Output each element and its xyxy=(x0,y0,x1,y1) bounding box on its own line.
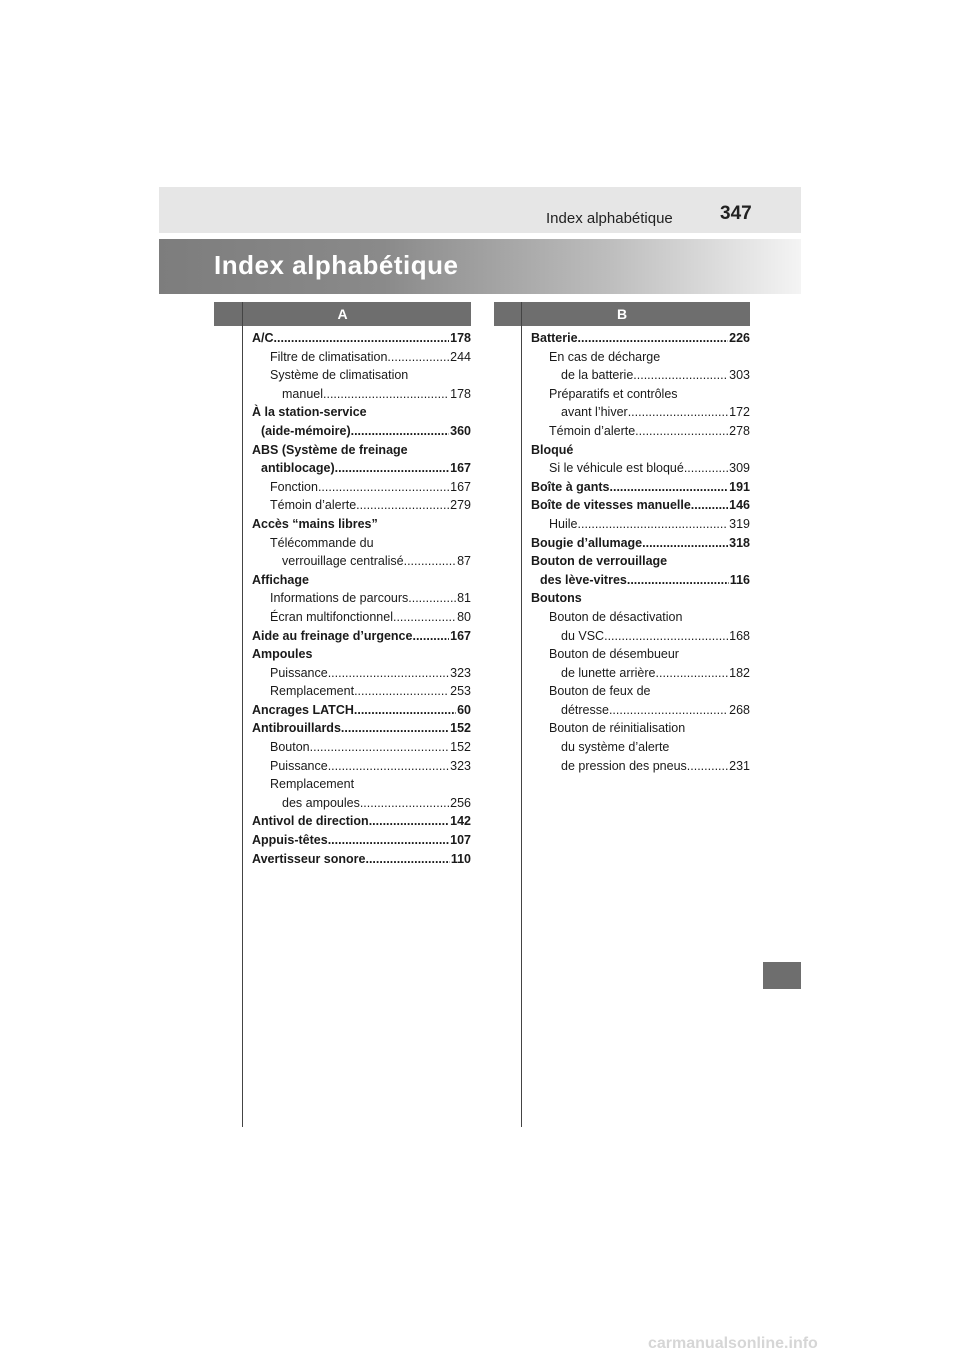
index-entry xyxy=(531,496,750,515)
index-entry xyxy=(531,627,750,646)
index-column-b xyxy=(531,329,750,775)
index-entry-leader xyxy=(633,366,728,385)
index-entry-leader xyxy=(387,348,449,367)
index-entry-text: Filtre de climatisation xyxy=(270,349,388,364)
index-entry-text: du VSC xyxy=(561,628,605,643)
index-entry-text: des lève-vitres xyxy=(540,572,627,587)
watermark: carmanualsonline.info xyxy=(648,1335,818,1352)
index-entry-text: En cas de décharge xyxy=(549,349,661,364)
index-entry xyxy=(531,403,750,422)
index-entry-text: Antivol de direction xyxy=(252,814,369,829)
index-entry-text: Si le véhicule est bloqué xyxy=(549,461,684,476)
index-entry-page: 279 xyxy=(450,498,471,513)
index-entry-text: Remplacement xyxy=(270,777,355,792)
index-entry-leader xyxy=(365,850,449,869)
index-entry-text: Système de climatisation xyxy=(270,368,409,383)
index-entry xyxy=(531,664,750,683)
index-entry xyxy=(531,515,750,534)
index-entry xyxy=(531,757,750,776)
index-entry xyxy=(531,645,750,664)
index-entry-leader xyxy=(408,589,456,608)
index-entry xyxy=(252,571,471,590)
index-entry xyxy=(252,719,471,738)
index-entry-leader xyxy=(404,552,457,571)
index-entry-text: Bouton de réinitialisation xyxy=(549,721,686,736)
index-entry xyxy=(531,348,750,367)
index-entry-leader xyxy=(328,757,449,776)
index-entry-text: Huile xyxy=(549,516,578,531)
index-entry-page: 256 xyxy=(450,795,471,810)
index-entry-leader xyxy=(684,459,728,478)
index-entry-page: 107 xyxy=(450,833,471,848)
index-entry xyxy=(531,608,750,627)
index-entry-text: de pression des pneus xyxy=(561,758,687,773)
index-entry-text: Informations de parcours xyxy=(270,591,409,606)
index-entry-leader xyxy=(578,329,729,348)
index-entry-text: Témoin d’alerte xyxy=(270,498,357,513)
column-divider-b xyxy=(521,302,522,1127)
index-entry xyxy=(531,589,750,608)
index-column-a xyxy=(252,329,471,868)
index-entry-text: Ancrages LATCH xyxy=(252,702,354,717)
index-entry-text: Bloqué xyxy=(531,442,574,457)
index-entry-leader xyxy=(627,571,729,590)
index-entry-text: détresse xyxy=(561,702,609,717)
index-entry-leader xyxy=(687,757,728,776)
index-entry-text: Boîte de vitesses manuelle xyxy=(531,498,691,513)
index-entry xyxy=(252,682,471,701)
index-entry-page: 80 xyxy=(457,609,471,624)
index-entry xyxy=(531,385,750,404)
index-entry-page: 178 xyxy=(450,331,471,345)
index-entry-leader xyxy=(274,329,450,348)
index-entry xyxy=(252,441,471,460)
index-entry-text: A/C xyxy=(252,331,274,345)
column-header-a: A xyxy=(214,302,471,326)
index-entry-text: Puissance xyxy=(270,758,328,773)
index-entry-text: (aide-mémoire) xyxy=(261,423,351,438)
index-entry xyxy=(252,757,471,776)
index-entry-text: antiblocage) xyxy=(261,461,335,476)
index-entry-text: Accès “mains libres” xyxy=(252,516,378,531)
index-entry-text: Avertisseur sonore xyxy=(252,851,366,866)
index-entry-page: 167 xyxy=(450,479,471,494)
index-entry-page: 253 xyxy=(450,684,471,699)
index-entry-leader xyxy=(412,627,449,646)
index-entry-text: Batterie xyxy=(531,331,578,345)
page-title: Index alphabétique xyxy=(214,250,459,280)
index-entry xyxy=(252,422,471,441)
index-entry-page: 318 xyxy=(729,535,750,550)
index-entry-leader xyxy=(318,478,449,497)
index-entry-text: Écran multifonctionnel xyxy=(270,609,393,624)
index-entry-page: 178 xyxy=(450,386,471,401)
index-entry-page: 244 xyxy=(450,349,471,364)
index-entry-text: Aide au freinage d’urgence xyxy=(252,628,413,643)
index-entry xyxy=(252,496,471,515)
index-entry-text: Télécommande du xyxy=(270,535,374,550)
index-entry-leader xyxy=(354,701,456,720)
index-entry-page: 146 xyxy=(729,498,750,513)
index-entry xyxy=(252,738,471,757)
index-entry-page: 87 xyxy=(457,554,471,569)
index-entry-leader xyxy=(393,608,456,627)
index-entry xyxy=(531,571,750,590)
index-entry-page: 278 xyxy=(729,423,750,438)
index-entry xyxy=(531,441,750,460)
index-entry-leader xyxy=(656,664,729,683)
index-entry xyxy=(252,627,471,646)
index-entry-text: Remplacement xyxy=(270,684,355,699)
index-entry-text: Boîte à gants xyxy=(531,479,610,494)
index-entry-text: ABS (Système de freinage xyxy=(252,442,408,457)
thumb-index-tab xyxy=(763,962,801,989)
index-entry-page: 360 xyxy=(450,423,471,438)
index-entry xyxy=(531,422,750,441)
index-entry-page: 152 xyxy=(450,740,471,755)
index-entry-text: Témoin d’alerte xyxy=(549,423,636,438)
column-divider-a xyxy=(242,302,243,1127)
page-header-bar xyxy=(159,187,801,233)
index-entry xyxy=(252,794,471,813)
index-entry-page: 152 xyxy=(450,721,471,736)
page-number: 347 xyxy=(720,203,752,224)
index-entry-leader xyxy=(691,496,728,515)
index-entry-leader xyxy=(628,403,728,422)
index-entry-text: Bougie d’allumage xyxy=(531,535,643,550)
index-entry xyxy=(252,831,471,850)
index-entry xyxy=(252,403,471,422)
column-header-b: B xyxy=(494,302,750,326)
index-entry-text: de la batterie xyxy=(561,368,634,383)
index-entry-leader xyxy=(610,478,729,497)
index-entry xyxy=(531,701,750,720)
index-entry-page: 168 xyxy=(729,628,750,643)
index-entry-text: Fonction xyxy=(270,479,318,494)
index-entry-text: Boutons xyxy=(531,591,582,606)
index-entry xyxy=(252,608,471,627)
index-entry-text: manuel xyxy=(282,386,323,401)
index-entry-leader xyxy=(328,664,449,683)
index-entry-leader xyxy=(635,422,728,441)
index-entry-text: Préparatifs et contrôles xyxy=(549,386,678,401)
index-entry-leader xyxy=(341,719,449,738)
index-entry xyxy=(252,478,471,497)
index-entry xyxy=(531,329,750,348)
index-entry xyxy=(252,459,471,478)
index-entry-leader xyxy=(369,812,449,831)
index-entry-page: 231 xyxy=(729,758,750,773)
index-entry-text: Puissance xyxy=(270,665,328,680)
index-entry-page: 309 xyxy=(729,461,750,476)
index-entry xyxy=(252,534,471,553)
index-entry xyxy=(252,645,471,664)
index-entry-page: 110 xyxy=(450,851,471,866)
index-entry-page: 226 xyxy=(729,331,750,345)
index-entry-page: 81 xyxy=(457,591,471,606)
index-entry-text: des ampoules xyxy=(282,795,360,810)
index-entry-text: verrouillage centralisé xyxy=(282,554,404,569)
index-entry xyxy=(531,719,750,738)
index-entry xyxy=(252,348,471,367)
index-entry-text: Bouton xyxy=(270,740,310,755)
index-entry-text: Bouton de verrouillage xyxy=(531,554,668,569)
index-entry xyxy=(531,366,750,385)
index-entry-leader xyxy=(354,682,449,701)
index-entry xyxy=(252,664,471,683)
index-entry-leader xyxy=(335,459,450,478)
index-entry-page: 323 xyxy=(450,758,471,773)
index-entry-page: 116 xyxy=(729,572,750,587)
index-entry xyxy=(531,459,750,478)
index-entry xyxy=(531,534,750,553)
index-entry-page: 323 xyxy=(450,665,471,680)
index-entry-page: 167 xyxy=(450,461,471,476)
index-entry-leader xyxy=(323,385,449,404)
index-entry-text: Bouton de feux de xyxy=(549,684,651,699)
index-entry-leader xyxy=(609,701,728,720)
index-entry-text: Ampoules xyxy=(252,647,313,662)
index-entry-page: 167 xyxy=(450,628,471,643)
index-entry-page: 182 xyxy=(729,665,750,680)
index-entry-text: du système d’alerte xyxy=(561,740,670,755)
index-entry-leader xyxy=(351,422,450,441)
index-entry xyxy=(252,589,471,608)
index-entry-page: 319 xyxy=(729,516,750,531)
index-entry-leader xyxy=(356,496,449,515)
index-entry-leader xyxy=(642,534,728,553)
index-entry-leader xyxy=(328,831,449,850)
index-entry xyxy=(531,738,750,757)
index-entry-leader xyxy=(310,738,450,757)
index-entry xyxy=(252,775,471,794)
index-entry-leader xyxy=(604,627,728,646)
index-entry-leader xyxy=(360,794,449,813)
index-entry-text: Bouton de désactivation xyxy=(549,609,683,624)
index-entry-page: 172 xyxy=(729,405,750,420)
index-entry xyxy=(531,682,750,701)
index-entry xyxy=(252,385,471,404)
index-entry xyxy=(252,515,471,534)
index-entry-page: 142 xyxy=(450,814,471,829)
index-entry-text: Affichage xyxy=(252,572,309,587)
index-entry xyxy=(252,366,471,385)
index-entry-page: 191 xyxy=(729,479,750,494)
index-entry xyxy=(531,552,750,571)
index-entry-leader xyxy=(578,515,729,534)
index-entry-text: de lunette arrière xyxy=(561,665,656,680)
index-entry xyxy=(252,850,471,869)
index-entry xyxy=(531,478,750,497)
index-entry-page: 268 xyxy=(729,702,750,717)
header-section-title: Index alphabétique xyxy=(546,210,673,227)
index-entry-text: À la station-service xyxy=(252,405,367,420)
index-entry xyxy=(252,701,471,720)
index-entry-text: Appuis-têtes xyxy=(252,833,328,848)
index-entry xyxy=(252,812,471,831)
index-entry-text: Antibrouillards xyxy=(252,721,341,736)
index-entry xyxy=(252,329,471,348)
index-entry-text: avant l’hiver xyxy=(561,405,628,420)
index-entry-page: 303 xyxy=(729,368,750,383)
index-entry-page: 60 xyxy=(457,702,471,717)
index-entry xyxy=(252,552,471,571)
index-entry-text: Bouton de désembueur xyxy=(549,647,679,662)
